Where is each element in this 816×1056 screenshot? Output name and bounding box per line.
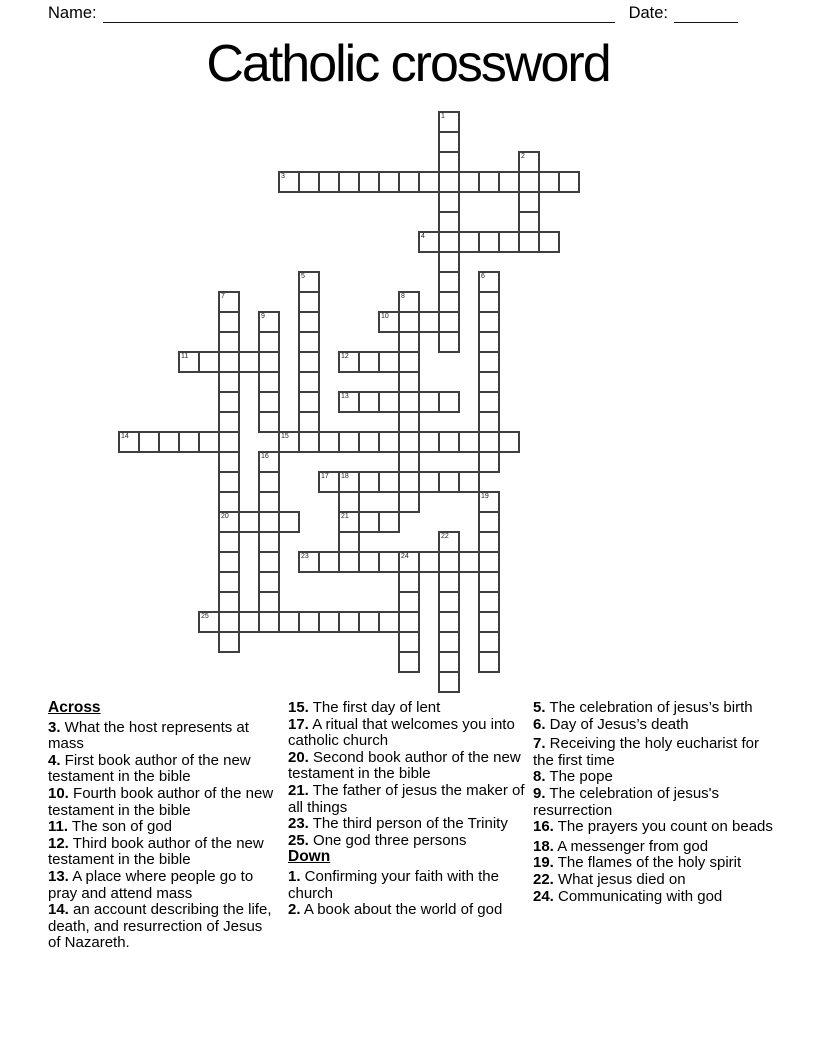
grid-cell-r3c21[interactable] [538, 171, 560, 193]
grid-cell-r25c18[interactable] [478, 611, 500, 633]
clue-5: 5. The celebration of jesus’s birth [533, 699, 753, 716]
cell-number-6: 6 [481, 273, 485, 280]
grid-cell-r20c11[interactable] [338, 511, 360, 533]
grid-cell-r25c7[interactable] [258, 611, 280, 633]
clue-25: 25. One god three persons [288, 831, 467, 849]
grid-cell-r3c15[interactable] [418, 171, 440, 193]
cell-number-10: 10 [381, 313, 389, 320]
clue-14: 14. an account describing the life, death, and resurrection of Jesus of Nazareth. [48, 901, 272, 952]
grid-cell-r13c5[interactable] [218, 371, 240, 393]
grid-cell-r23c5[interactable] [218, 571, 240, 593]
clue-24: 24. Communicating with god [533, 887, 723, 905]
grid-cell-r16c17[interactable] [458, 431, 480, 453]
grid-cell-r21c11[interactable] [338, 531, 360, 553]
clue-8: 8. The pope [533, 768, 613, 786]
grid-cell-r25c11[interactable] [338, 611, 360, 633]
down-header: Down [288, 848, 331, 866]
grid-cell-r22c11[interactable] [338, 551, 360, 573]
cell-number-1: 1 [441, 113, 445, 120]
grid-cell-r16c2[interactable] [158, 431, 180, 453]
cell-number-12: 12 [341, 353, 349, 360]
grid-cell-r3c20[interactable] [518, 171, 540, 193]
grid-cell-r18c7[interactable] [258, 471, 280, 493]
grid-cell-r16c13[interactable] [378, 431, 400, 453]
grid-cell-r12c4[interactable] [198, 351, 220, 373]
clue-number: 21. [288, 781, 309, 799]
grid-cell-r14c12[interactable] [358, 391, 380, 413]
grid-cell-r3c16[interactable] [438, 171, 460, 193]
name-label: Name: [48, 4, 97, 22]
clue-12: 12. Third book author of the new testament in the bible [48, 834, 264, 869]
clue-column-middle [288, 700, 534, 919]
grid-cell-r3c10[interactable] [318, 171, 340, 193]
grid-cell-r16c11[interactable] [338, 431, 360, 453]
clue-number: 10. [48, 784, 69, 802]
grid-cell-r3c19[interactable] [498, 171, 520, 193]
grid-cell-r8c16[interactable] [438, 271, 460, 293]
cell-number-21: 21 [341, 513, 349, 520]
grid-cell-r22c17[interactable] [458, 551, 480, 573]
clue-19: 19. The flames of the holy spirit [533, 854, 742, 872]
grid-cell-r22c12[interactable] [358, 551, 380, 573]
grid-cell-r3c17[interactable] [458, 171, 480, 193]
grid-cell-r12c9[interactable] [298, 351, 320, 373]
clue-13: 13. A place where people go to pray and attend mass [48, 867, 254, 902]
grid-cell-r6c21[interactable] [538, 231, 560, 253]
grid-cell-r17c7[interactable] [258, 451, 280, 473]
grid-cell-r19c11[interactable] [338, 491, 360, 513]
grid-cell-r9c5[interactable] [218, 291, 240, 313]
cell-number-14: 14 [121, 433, 129, 440]
grid-cell-r27c16[interactable] [438, 651, 460, 673]
clue-4: 4. First book author of the new testament in the bible [48, 751, 251, 786]
grid-cell-r25c4[interactable] [198, 611, 220, 633]
grid-cell-r13c18[interactable] [478, 371, 500, 393]
grid-cell-r14c15[interactable] [418, 391, 440, 413]
grid-cell-r18c10[interactable] [318, 471, 340, 493]
grid-cell-r25c14[interactable] [398, 611, 420, 633]
cell-number-24: 24 [401, 553, 409, 560]
grid-cell-r16c0[interactable] [118, 431, 140, 453]
grid-cell-r15c14[interactable] [398, 411, 420, 433]
grid-cell-r25c12[interactable] [358, 611, 380, 633]
grid-cell-r3c13[interactable] [378, 171, 400, 193]
grid-cell-r20c18[interactable] [478, 511, 500, 533]
grid-cell-r12c12[interactable] [358, 351, 380, 373]
grid-cell-r22c7[interactable] [258, 551, 280, 573]
grid-cell-r22c18[interactable] [478, 551, 500, 573]
clue-15: 15. The first day of lent [288, 699, 441, 716]
grid-cell-r16c19[interactable] [498, 431, 520, 453]
grid-cell-r26c14[interactable] [398, 631, 420, 653]
grid-cell-r12c18[interactable] [478, 351, 500, 373]
grid-cell-r11c14[interactable] [398, 331, 420, 353]
grid-cell-r16c10[interactable] [318, 431, 340, 453]
grid-cell-r14c9[interactable] [298, 391, 320, 413]
grid-cell-r25c16[interactable] [438, 611, 460, 633]
grid-cell-r25c6[interactable] [238, 611, 260, 633]
grid-cell-r12c5[interactable] [218, 351, 240, 373]
cell-number-5: 5 [301, 273, 305, 280]
grid-cell-r2c16[interactable] [438, 151, 460, 173]
grid-cell-r10c14[interactable] [398, 311, 420, 333]
grid-cell-r24c7[interactable] [258, 591, 280, 613]
clue-number: 20. [288, 748, 309, 766]
grid-cell-r13c7[interactable] [258, 371, 280, 393]
clue-number: 3. [48, 718, 61, 736]
clue-23: 23. The third person of the Trinity [288, 815, 508, 833]
grid-cell-r24c5[interactable] [218, 591, 240, 613]
grid-cell-r15c9[interactable] [298, 411, 320, 433]
clue-number: 17. [288, 715, 309, 733]
cell-number-9: 9 [261, 313, 265, 320]
grid-cell-r14c18[interactable] [478, 391, 500, 413]
grid-cell-r16c4[interactable] [198, 431, 220, 453]
grid-cell-r24c16[interactable] [438, 591, 460, 613]
grid-cell-r16c12[interactable] [358, 431, 380, 453]
grid-cell-r4c20[interactable] [518, 191, 540, 213]
cell-number-17: 17 [321, 473, 329, 480]
grid-cell-r14c16[interactable] [438, 391, 460, 413]
grid-cell-r9c9[interactable] [298, 291, 320, 313]
clue-number: 11. [48, 818, 69, 836]
grid-cell-r25c5[interactable] [218, 611, 240, 633]
grid-cell-r15c7[interactable] [258, 411, 280, 433]
cell-number-4: 4 [421, 233, 425, 240]
clue-3: 3. What the host represents at mass [48, 718, 249, 753]
grid-cell-r6c19[interactable] [498, 231, 520, 253]
cell-number-23: 23 [301, 553, 309, 560]
grid-cell-r18c12[interactable] [358, 471, 380, 493]
clue-2: 2. A book about the world of god [288, 901, 503, 919]
grid-cell-r16c15[interactable] [418, 431, 440, 453]
clue-number: 22. [533, 870, 554, 888]
grid-cell-r9c14[interactable] [398, 291, 420, 313]
grid-cell-r7c16[interactable] [438, 251, 460, 273]
grid-cell-r27c14[interactable] [398, 651, 420, 673]
grid-cell-r23c16[interactable] [438, 571, 460, 593]
grid-cell-r6c17[interactable] [458, 231, 480, 253]
grid-cell-r19c14[interactable] [398, 491, 420, 513]
grid-cell-r12c7[interactable] [258, 351, 280, 373]
clue-number: 18. [533, 837, 554, 855]
clue-10: 10. Fourth book author of the new testament in the bible [48, 784, 274, 819]
grid-cell-r10c13[interactable] [378, 311, 400, 333]
clue-16: 16. The prayers you count on beads [533, 818, 773, 836]
grid-cell-r0c16[interactable] [438, 111, 460, 133]
grid-cell-r22c5[interactable] [218, 551, 240, 573]
cell-number-15: 15 [281, 433, 289, 440]
clue-number: 14. [48, 901, 69, 919]
grid-cell-r12c3[interactable] [178, 351, 200, 373]
grid-cell-r6c15[interactable] [418, 231, 440, 253]
grid-cell-r5c16[interactable] [438, 211, 460, 233]
grid-cell-r14c14[interactable] [398, 391, 420, 413]
grid-cell-r3c14[interactable] [398, 171, 420, 193]
clue-number: 1. [288, 867, 301, 885]
clue-number: 19. [533, 854, 554, 872]
grid-cell-r14c7[interactable] [258, 391, 280, 413]
clue-number: 2. [288, 901, 301, 919]
page-title: Catholic crossword [206, 35, 610, 93]
across-header: Across [48, 699, 101, 716]
clue-number: 9. [533, 784, 546, 802]
grid-cell-r10c9[interactable] [298, 311, 320, 333]
grid-cell-r22c14[interactable] [398, 551, 420, 573]
grid-cell-r13c9[interactable] [298, 371, 320, 393]
cell-number-13: 13 [341, 393, 349, 400]
grid-cell-r8c18[interactable] [478, 271, 500, 293]
grid-cell-r15c18[interactable] [478, 411, 500, 433]
cell-number-8: 8 [401, 293, 405, 300]
clue-number: 8. [533, 768, 546, 786]
clue-number: 13. [48, 867, 69, 885]
grid-cell-r22c15[interactable] [418, 551, 440, 573]
grid-cell-r6c18[interactable] [478, 231, 500, 253]
grid-cell-r13c14[interactable] [398, 371, 420, 393]
clue-number: 7. [533, 735, 546, 753]
grid-cell-r22c9[interactable] [298, 551, 320, 573]
grid-cell-r17c5[interactable] [218, 451, 240, 473]
grid-cell-r21c5[interactable] [218, 531, 240, 553]
grid-cell-r14c5[interactable] [218, 391, 240, 413]
grid-cell-r16c14[interactable] [398, 431, 420, 453]
grid-cell-r14c11[interactable] [338, 391, 360, 413]
clue-21: 21. The father of jesus the maker of all things [288, 781, 525, 816]
grid-cell-r11c5[interactable] [218, 331, 240, 353]
clue-6: 6. Day of Jesus’s death [533, 715, 689, 733]
grid-cell-r3c18[interactable] [478, 171, 500, 193]
grid-cell-r16c8[interactable] [278, 431, 300, 453]
grid-cell-r2c20[interactable] [518, 151, 540, 173]
grid-cell-r27c18[interactable] [478, 651, 500, 673]
cell-number-19: 19 [481, 493, 489, 500]
clue-number: 6. [533, 715, 546, 733]
grid-cell-r19c5[interactable] [218, 491, 240, 513]
grid-cell-r3c9[interactable] [298, 171, 320, 193]
grid-cell-r17c18[interactable] [478, 451, 500, 473]
grid-cell-r21c16[interactable] [438, 531, 460, 553]
grid-cell-r20c7[interactable] [258, 511, 280, 533]
grid-cell-r25c9[interactable] [298, 611, 320, 633]
clue-number: 16. [533, 818, 554, 836]
grid-cell-r10c15[interactable] [418, 311, 440, 333]
clue-number: 12. [48, 834, 69, 852]
grid-cell-r20c13[interactable] [378, 511, 400, 533]
grid-cell-r18c16[interactable] [438, 471, 460, 493]
grid-cell-r15c5[interactable] [218, 411, 240, 433]
clue-18: 18. A messenger from god [533, 837, 709, 855]
grid-cell-r12c14[interactable] [398, 351, 420, 373]
grid-cell-r22c10[interactable] [318, 551, 340, 573]
clue-column-across [48, 700, 276, 952]
grid-cell-r9c16[interactable] [438, 291, 460, 313]
grid-cell-r11c18[interactable] [478, 331, 500, 353]
grid-cell-r10c18[interactable] [478, 311, 500, 333]
cell-number-22: 22 [441, 533, 449, 540]
grid-cell-r24c14[interactable] [398, 591, 420, 613]
grid-cell-r16c9[interactable] [298, 431, 320, 453]
grid-cell-r11c16[interactable] [438, 331, 460, 353]
clue-number: 5. [533, 699, 546, 716]
grid-cell-r12c11[interactable] [338, 351, 360, 373]
grid-cell-r10c16[interactable] [438, 311, 460, 333]
grid-cell-r6c16[interactable] [438, 231, 460, 253]
clue-22: 22. What jesus died on [533, 870, 686, 888]
grid-cell-r20c5[interactable] [218, 511, 240, 533]
grid-cell-r9c18[interactable] [478, 291, 500, 313]
grid-cell-r10c7[interactable] [258, 311, 280, 333]
grid-cell-r4c16[interactable] [438, 191, 460, 213]
grid-cell-r18c11[interactable] [338, 471, 360, 493]
grid-cell-r20c12[interactable] [358, 511, 380, 533]
grid-cell-r22c13[interactable] [378, 551, 400, 573]
grid-cell-r17c14[interactable] [398, 451, 420, 473]
grid-cell-r19c7[interactable] [258, 491, 280, 513]
grid-cell-r25c8[interactable] [278, 611, 300, 633]
clue-number: 15. [288, 699, 309, 716]
cell-number-25: 25 [201, 613, 209, 620]
clue-column-down [533, 700, 783, 905]
grid-cell-r18c15[interactable] [418, 471, 440, 493]
clue-11: 11. The son of god [48, 818, 172, 836]
grid-cell-r16c18[interactable] [478, 431, 500, 453]
grid-cell-r25c10[interactable] [318, 611, 340, 633]
clue-1: 1. Confirming your faith with the church [288, 867, 499, 902]
grid-cell-r14c13[interactable] [378, 391, 400, 413]
grid-cell-r16c16[interactable] [438, 431, 460, 453]
grid-cell-r16c5[interactable] [218, 431, 240, 453]
grid-cell-r22c16[interactable] [438, 551, 460, 573]
grid-cell-r26c18[interactable] [478, 631, 500, 653]
grid-cell-r3c8[interactable] [278, 171, 300, 193]
clue-7: 7. Receiving the holy eucharist for the first time [533, 735, 759, 769]
grid-cell-r23c7[interactable] [258, 571, 280, 593]
grid-cell-r18c17[interactable] [458, 471, 480, 493]
grid-cell-r11c7[interactable] [258, 331, 280, 353]
cell-number-18: 18 [341, 473, 349, 480]
clue-number: 25. [288, 831, 309, 849]
grid-cell-r3c12[interactable] [358, 171, 380, 193]
grid-cell-r11c9[interactable] [298, 331, 320, 353]
grid-cell-r16c1[interactable] [138, 431, 160, 453]
grid-cell-r12c13[interactable] [378, 351, 400, 373]
grid-cell-r20c8[interactable] [278, 511, 300, 533]
grid-cell-r3c11[interactable] [338, 171, 360, 193]
cell-number-20: 20 [221, 513, 229, 520]
grid-cell-r6c20[interactable] [518, 231, 540, 253]
grid-cell-r26c16[interactable] [438, 631, 460, 653]
grid-cell-r18c13[interactable] [378, 471, 400, 493]
grid-cell-r16c3[interactable] [178, 431, 200, 453]
clue-17: 17. A ritual that welcomes you into catholic church [288, 715, 515, 750]
grid-cell-r24c18[interactable] [478, 591, 500, 613]
grid-cell-r21c7[interactable] [258, 531, 280, 553]
grid-cell-r1c16[interactable] [438, 131, 460, 153]
grid-cell-r19c18[interactable] [478, 491, 500, 513]
grid-cell-r20c6[interactable] [238, 511, 260, 533]
grid-cell-r18c5[interactable] [218, 471, 240, 493]
cell-number-16: 16 [261, 453, 269, 460]
grid-cell-r23c14[interactable] [398, 571, 420, 593]
clue-20: 20. Second book author of the new testament in the bible [288, 748, 521, 783]
cell-number-7: 7 [221, 293, 225, 300]
grid-cell-r8c9[interactable] [298, 271, 320, 293]
grid-cell-r3c22[interactable] [558, 171, 580, 193]
grid-cell-r23c18[interactable] [478, 571, 500, 593]
date-label: Date: [628, 4, 668, 22]
clue-9: 9. The celebration of jesus's resurrection [533, 784, 720, 819]
grid-cell-r12c6[interactable] [238, 351, 260, 373]
cell-number-3: 3 [281, 173, 285, 180]
grid-cell-r10c5[interactable] [218, 311, 240, 333]
clue-number: 23. [288, 815, 309, 833]
grid-cell-r26c5[interactable] [218, 631, 240, 653]
clue-number: 4. [48, 751, 61, 769]
grid-cell-r21c18[interactable] [478, 531, 500, 553]
grid-cell-r28c16[interactable] [438, 671, 460, 693]
grid-cell-r18c14[interactable] [398, 471, 420, 493]
grid-cell-r5c20[interactable] [518, 211, 540, 233]
cell-number-2: 2 [521, 153, 525, 160]
clue-number: 24. [533, 887, 554, 905]
grid-cell-r25c13[interactable] [378, 611, 400, 633]
cell-number-11: 11 [181, 353, 189, 360]
